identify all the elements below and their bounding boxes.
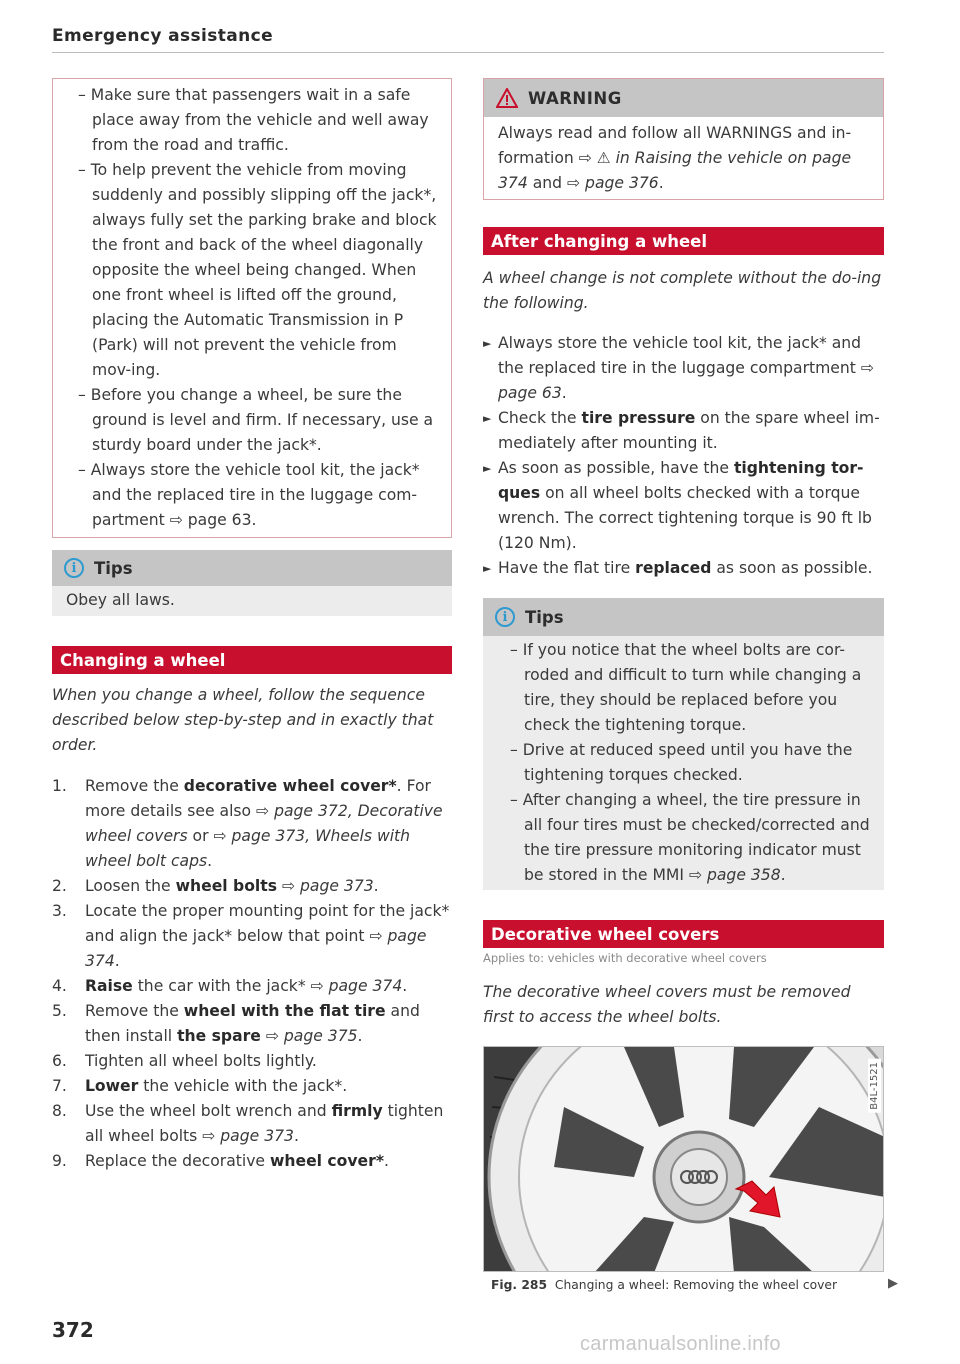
header-rule xyxy=(52,52,884,53)
tips-item-end: . xyxy=(780,866,786,884)
step-bold: Raise xyxy=(85,977,133,995)
section-heading-after: After changing a wheel xyxy=(483,227,884,255)
after-intro: A wheel change is not complete without the do-ing the following. xyxy=(483,269,882,312)
step-text: . xyxy=(383,1152,389,1170)
step-item xyxy=(52,999,452,1049)
figure-wheel-cover xyxy=(483,1046,884,1272)
step-ref-link[interactable]: ⇨ page 375 xyxy=(265,1027,358,1045)
tips-item xyxy=(497,788,872,888)
warning-ref-link[interactable]: ⇨ ⚠ in Raising the vehicle on page 374 xyxy=(498,149,852,192)
step-number: 6. xyxy=(52,1052,67,1070)
tips-title: Tips xyxy=(525,607,564,627)
warning-text-b: and xyxy=(527,174,568,192)
step-text: the car with the jack* xyxy=(132,977,311,995)
bullet-triangle-icon: ► xyxy=(483,337,492,350)
figure-caption xyxy=(491,1278,881,1292)
decorative-intro: The decorative wheel covers must be removed first to access the wheel bolts. xyxy=(483,983,851,1026)
after-text: on the spare wheel im-mediately after mounting it. xyxy=(498,409,880,452)
warning-ref-link-2[interactable]: ⇨ page 376 xyxy=(567,174,659,192)
step-number: 2. xyxy=(52,877,67,895)
tips-list xyxy=(483,636,884,888)
step-item xyxy=(52,899,452,974)
step-ref-link[interactable]: ⇨ page 374 xyxy=(85,927,427,970)
step-text: Locate the proper mounting point for the jack* and align the jack* below that point xyxy=(85,902,450,945)
after-list xyxy=(483,331,884,581)
after-text: . xyxy=(561,384,567,402)
step-number: 4. xyxy=(52,977,67,995)
tips-ref-link[interactable]: ⇨ page 358 xyxy=(688,866,781,884)
step-bold: wheel with the flat tire xyxy=(183,1002,386,1020)
step-text: Remove the xyxy=(85,1002,184,1020)
after-bold: tightening tor-ques xyxy=(498,459,864,502)
step-bold: decorative wheel cover* xyxy=(183,777,397,795)
tips-item-text: After changing a wheel, the tire pressure in all four tires must be checked/corrected and the tire pressure monitoring indicator must be stored in the MMI xyxy=(522,791,870,884)
step-number: 8. xyxy=(52,1102,67,1120)
after-bold: replaced xyxy=(635,559,712,577)
step-number: 7. xyxy=(52,1077,67,1095)
step-item xyxy=(52,874,452,899)
safety-box xyxy=(52,78,452,538)
step-item xyxy=(52,1074,452,1099)
tips-box-right xyxy=(483,598,884,890)
tips-header xyxy=(52,550,452,586)
applies-to: Applies to: vehicles with decorative wheel covers xyxy=(483,951,767,965)
tips-item: – Drive at reduced speed until you have the tightening torques checked. xyxy=(497,738,872,788)
step-text: Replace the decorative xyxy=(85,1152,270,1170)
step-text: Tighten all wheel bolts lightly. xyxy=(85,1052,317,1070)
info-icon: i xyxy=(495,607,515,627)
step-text: . xyxy=(293,1127,299,1145)
watermark: carmanualsonline.info xyxy=(580,1333,781,1355)
warning-text-c: . xyxy=(658,174,664,192)
figure-caption-text: Changing a wheel: Removing the wheel cover xyxy=(554,1278,838,1292)
section-heading-changing: Changing a wheel xyxy=(52,646,452,674)
safety-item: – Before you change a wheel, be sure the ground is level and firm. If necessary, use a sturdy board under the jack*. xyxy=(65,383,437,458)
changing-steps xyxy=(52,774,452,1174)
step-text: the vehicle with the jack*. xyxy=(138,1077,348,1095)
step-text: . xyxy=(114,952,120,970)
tips-text: Obey all laws. xyxy=(66,591,175,609)
step-bold: the spare xyxy=(177,1027,261,1045)
after-item xyxy=(483,331,884,406)
bullet-triangle-icon: ► xyxy=(483,412,492,425)
after-text: on all wheel bolts checked with a torque wrench. The correct tightening torque is 90 ft lb (120 Nm). xyxy=(498,484,872,552)
after-text: As soon as possible, have the xyxy=(498,459,734,477)
figure-id: B4L-1521 xyxy=(868,1059,881,1113)
step-text: Loosen the xyxy=(85,877,176,895)
warning-text-a: Always read and follow all WARNINGS and in-formation xyxy=(498,124,852,167)
step-item xyxy=(52,774,452,874)
tips-box-left xyxy=(52,550,452,616)
safety-item: – Make sure that passengers wait in a safe place away from the vehicle and well away from the road and traffic. xyxy=(65,83,437,158)
step-ref-link[interactable]: ⇨ page 374 xyxy=(310,977,403,995)
bullet-triangle-icon: ► xyxy=(483,562,492,575)
header-title: Emergency assistance xyxy=(52,26,274,46)
step-ref-link[interactable]: ⇨ page 373, Wheels with wheel bolt caps xyxy=(85,827,411,870)
safety-item-text: To help prevent the vehicle from moving suddenly and possibly slipping off the jack*, always fully set the parking brake and block the front and back of the wheel diagonally opposite the wheel being changed. When one front wheel is lifted off the ground, placing the Automatic Transmission in P (Park) will not prevent the vehicle from mov-ing. xyxy=(90,161,437,379)
info-icon: i xyxy=(64,558,84,578)
step-bold: Lower xyxy=(85,1077,139,1095)
changing-intro: When you change a wheel, follow the sequence described below step-by-step and in exactly that order. xyxy=(52,686,434,754)
warning-title: WARNING xyxy=(528,88,622,108)
step-text: and then install xyxy=(85,1002,420,1045)
warning-triangle-icon xyxy=(496,88,518,108)
after-text: Always store the vehicle tool kit, the jack* and the replaced tire in the luggage compartment xyxy=(498,334,862,377)
step-number: 9. xyxy=(52,1152,67,1170)
safety-item: – Always store the vehicle tool kit, the jack* and the replaced tire in the luggage com-partment ⇨ page 63. xyxy=(65,458,437,533)
section-heading-decorative: Decorative wheel covers xyxy=(483,920,884,948)
tips-item: – If you notice that the wheel bolts are cor-roded and difficult to turn while changing a tire, they should be replaced before you check the tightening torque. xyxy=(497,638,872,738)
step-text: . xyxy=(207,852,213,870)
step-text: tighten all wheel bolts xyxy=(85,1102,444,1145)
step-text: . xyxy=(373,877,379,895)
tips-header xyxy=(483,598,884,636)
step-item xyxy=(52,1099,452,1149)
page-number: 372 xyxy=(52,1318,94,1342)
tips-title: Tips xyxy=(94,558,133,578)
after-text: as soon as possible. xyxy=(711,559,873,577)
step-text: . xyxy=(357,1027,363,1045)
step-number: 5. xyxy=(52,1002,67,1020)
after-item xyxy=(483,556,884,581)
wheel-illustration xyxy=(484,1047,884,1272)
step-item xyxy=(52,1049,452,1074)
figure-number: Fig. 285 xyxy=(491,1278,548,1292)
continue-arrow-icon: ▶ xyxy=(888,1276,898,1291)
step-bold: firmly xyxy=(331,1102,383,1120)
safety-list xyxy=(65,83,437,533)
after-item xyxy=(483,456,884,556)
step-text: . For more details see also xyxy=(85,777,431,820)
step-bold: wheel cover* xyxy=(270,1152,384,1170)
warning-text xyxy=(484,117,883,196)
step-text: Use the wheel bolt wrench and xyxy=(85,1102,332,1120)
safety-item xyxy=(65,158,437,383)
after-ref-link[interactable]: ⇨ page 63 xyxy=(498,359,874,402)
after-text: Check the xyxy=(498,409,582,427)
step-text: or xyxy=(187,827,214,845)
step-text: . xyxy=(402,977,408,995)
step-text: Remove the xyxy=(85,777,184,795)
step-item xyxy=(52,974,452,999)
step-number: 3. xyxy=(52,902,67,920)
warning-box xyxy=(483,78,884,200)
bullet-triangle-icon: ► xyxy=(483,462,492,475)
step-item xyxy=(52,1149,452,1174)
step-ref-link[interactable]: ⇨ page 373 xyxy=(281,877,374,895)
warning-header xyxy=(484,79,883,117)
step-bold: wheel bolts xyxy=(175,877,277,895)
after-bold: tire pressure xyxy=(581,409,696,427)
step-number: 1. xyxy=(52,777,67,795)
after-text: Have the flat tire xyxy=(498,559,636,577)
after-item xyxy=(483,406,884,456)
step-ref-link[interactable]: ⇨ page 373 xyxy=(202,1127,294,1145)
step-ref-link[interactable]: ⇨ page 372, Decorative wheel covers xyxy=(85,802,443,845)
